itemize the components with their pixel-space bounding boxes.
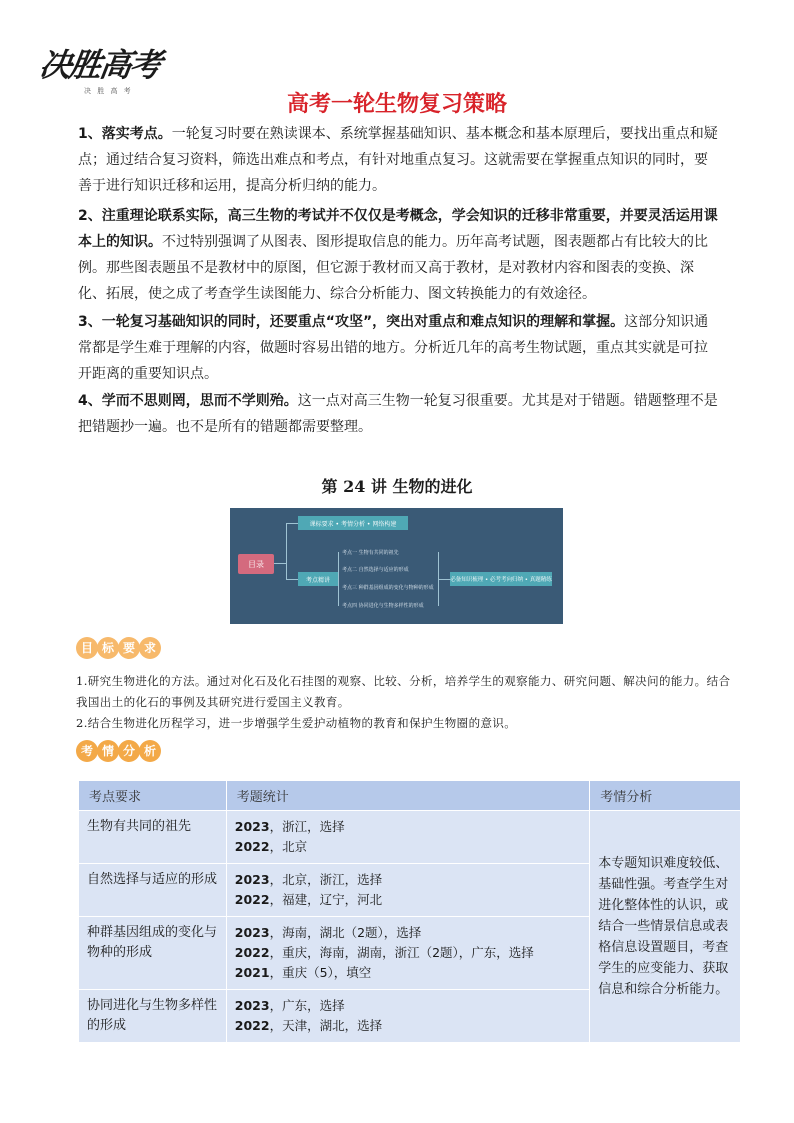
strategy-paragraph-3 — [78, 309, 718, 387]
table-header: 考情分析 — [590, 781, 741, 811]
table-row — [79, 811, 741, 864]
stat-line — [235, 923, 581, 943]
requirement-cell: 协同进化与生物多样性的形成 — [79, 990, 227, 1043]
stat-year: 2022 — [234, 892, 270, 907]
stat-line — [235, 890, 581, 910]
mindmap-root: 目录 — [238, 554, 274, 574]
strategy-lead: 2、注重理论联系实际，高三生物的考试并不仅仅是考概念，学会知识的迁移非常重要，并要灵活运用课本上的知识。 — [78, 208, 718, 250]
mindmap-connector — [338, 552, 339, 606]
strategy-body: 这一点对高三生物一轮复习很重要。尤其是对于错题。错题整理不是把错题抄一遍。也不是所有的错题都需要整理。 — [78, 393, 718, 435]
stat-year: 2023 — [234, 819, 270, 834]
stat-year: 2022 — [234, 1018, 270, 1033]
badge-char: 求 — [139, 637, 161, 659]
badge-char: 情 — [97, 740, 119, 762]
stat-year: 2023 — [234, 925, 270, 940]
strategy-paragraph-4 — [78, 388, 718, 440]
stat-year: 2022 — [234, 839, 270, 854]
stat-year: 2023 — [234, 872, 270, 887]
badge-char: 标 — [97, 637, 119, 659]
stat-line — [235, 837, 581, 857]
analysis-cell: 本专题知识难度较低、基础性强。考查学生对进化整体性的认识，或结合一些情景信息或表格信息设置题目，考查学生的应变能力、获取信息和综合分析能力。 — [590, 811, 741, 1043]
requirement-cell: 种群基因组成的变化与物种的形成 — [79, 917, 227, 990]
mindmap-connector — [286, 523, 298, 524]
stat-text: ，广东，选择 — [269, 998, 345, 1013]
statistics-cell — [226, 990, 589, 1043]
stat-year: 2023 — [234, 998, 270, 1013]
stat-text: ，北京 — [269, 839, 308, 854]
stat-line — [235, 996, 581, 1016]
strategy-lead: 1、落实考点。 — [78, 126, 172, 142]
stat-text: ，北京，浙江，选择 — [269, 872, 383, 887]
mindmap-leaf: 考点二 自然选择与适应的形成 — [342, 567, 409, 573]
logo-subtext: 决 胜 高 考 — [84, 87, 133, 95]
stat-line — [235, 817, 581, 837]
stat-text: ，浙江，选择 — [269, 819, 345, 834]
badge-char: 析 — [139, 740, 161, 762]
table-header-row — [79, 781, 741, 811]
requirement-cell: 生物有共同的祖先 — [79, 811, 227, 864]
mindmap-top-node: 课标要求 • 考情分析 • 网络构建 — [298, 516, 408, 530]
mindmap-leaf: 考点一 生物有共同的祖先 — [342, 550, 399, 556]
exam-analysis-table — [78, 780, 741, 1043]
stat-text: ，天津，湖北，选择 — [269, 1018, 383, 1033]
goal-item-1: 1.研究生物进化的方法。通过对化石及化石挂图的观察、比较、分析，培养学生的观察能力、研究问题、解决问的能力。结合我国出土的化石的事例及其研究进行爱国主义教育。 — [76, 674, 731, 709]
strategy-lead: 3、一轮复习基础知识的同时，还要重点“攻坚”，突出对重点和难点知识的理解和掌握。 — [78, 314, 625, 330]
mindmap-right-node: 必备知识梳理 • 必考考向归纳 • 真题精练 — [450, 572, 552, 586]
stat-line — [235, 943, 581, 963]
strategy-body: 不过特别强调了从图表、图形提取信息的能力。历年高考试题，图表题都占有比较大的比例。那些图表题虽不是教材中的原图，但它源于教材而又高于教材，是对教材内容和图表的变换、深化、拓展，使之成了考查学生读图能力、综合分析能力、图文转换能力的有效途径。 — [78, 234, 708, 302]
strategy-body: 一轮复习时要在熟读课本、系统掌握基础知识、基本概念和基本原理后，要找出重点和疑点；通过结合复习资料，筛选出难点和考点，有针对地重点复习。这就需要在掌握重点知识的同时，要善于进行知识迁移和运用，提高分析归纳的能力。 — [78, 126, 718, 194]
contents-mindmap — [230, 508, 563, 624]
strategy-body: 这部分知识通常都是学生难于理解的内容，做题时容易出错的地方。分析近几年的高考生物试题，重点其实就是可拉开距离的重要知识点。 — [78, 314, 709, 382]
mindmap-connector — [286, 523, 287, 579]
mindmap-mid-node: 考点精讲 — [298, 572, 338, 586]
statistics-cell — [226, 864, 589, 917]
page-title: 高考一轮生物复习策略 — [286, 92, 507, 117]
stat-text: ，福建，辽宁，河北 — [269, 892, 383, 907]
stat-year: 2022 — [234, 945, 270, 960]
logo-text: 决胜高考 — [37, 46, 163, 84]
lesson-title: 第 24 讲 生物的进化 — [321, 477, 473, 496]
badge-char: 目 — [76, 637, 98, 659]
strategy-lead: 4、学而不思则罔，思而不学则殆。 — [78, 393, 298, 409]
analysis-badge — [76, 738, 160, 764]
statistics-cell — [226, 811, 589, 864]
goal-item-2: 2.结合生物进化历程学习，进一步增强学生爱护动植物的教育和保护生物圈的意识。 — [76, 716, 517, 730]
stat-line — [235, 963, 581, 983]
stat-year: 2021 — [234, 965, 270, 980]
badge-char: 考 — [76, 740, 98, 762]
table-header: 考点要求 — [79, 781, 227, 811]
stat-text: ，重庆，海南，湖南，浙江（2题），广东，选择 — [269, 945, 534, 960]
stat-text: ，海南，湖北（2题），选择 — [269, 925, 422, 940]
statistics-cell — [226, 917, 589, 990]
strategy-paragraph-2 — [78, 203, 718, 307]
table-header: 考题统计 — [226, 781, 589, 811]
mindmap-connector — [438, 579, 450, 580]
strategy-paragraph-1 — [78, 121, 718, 199]
stat-line — [235, 870, 581, 890]
mindmap-connector — [286, 579, 298, 580]
mindmap-leaf: 考点三 种群基因组成的变化与物种的形成 — [342, 585, 434, 591]
mindmap-leaf: 考点四 协同进化与生物多样性的形成 — [342, 603, 424, 609]
requirement-cell: 自然选择与适应的形成 — [79, 864, 227, 917]
goals-badge — [76, 635, 160, 661]
stat-line — [235, 1016, 581, 1036]
mindmap-connector — [274, 563, 286, 564]
badge-char: 要 — [118, 637, 140, 659]
stat-text: ，重庆（5），填空 — [269, 965, 372, 980]
badge-char: 分 — [118, 740, 140, 762]
